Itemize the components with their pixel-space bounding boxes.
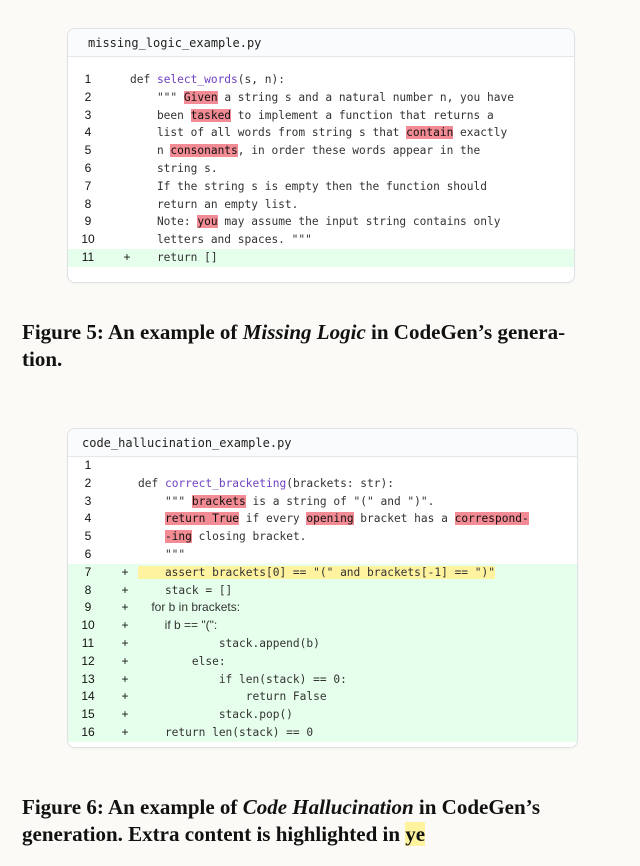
code-line (68, 160, 574, 178)
figure-6-caption (22, 794, 622, 848)
filename-label: missing_logic_example.py (88, 35, 262, 50)
code-line (68, 457, 577, 475)
code-text (138, 635, 320, 653)
line-number: 11 (81, 250, 95, 264)
code-segment: """ (138, 548, 186, 561)
line-number: 2 (84, 475, 92, 490)
code-text (130, 142, 480, 160)
function-name: select_words (156, 73, 238, 86)
code-segment: to implement a function that returns a (231, 108, 494, 122)
line-number: 1 (84, 72, 92, 86)
code-segment: """ (130, 90, 184, 104)
caption-term: Code Hallucination (242, 795, 414, 819)
function-name: correct_bracketing (164, 476, 287, 490)
diff-marker: + (121, 600, 129, 615)
diff-marker: + (121, 564, 129, 579)
code-segment: def (138, 476, 165, 490)
diff-marker: + (121, 653, 129, 668)
code-segment: (brackets: str): (286, 476, 394, 490)
code-text (138, 493, 434, 511)
code-text (138, 706, 293, 724)
added-code-line (68, 599, 577, 617)
line-number: 9 (84, 600, 92, 615)
line-number: 15 (81, 707, 95, 722)
line-number: 13 (81, 671, 95, 686)
added-code-line (68, 582, 577, 600)
caption-line2: generation. Extra content is highlighted in (22, 822, 406, 846)
filename-header (68, 29, 574, 57)
code-text (130, 160, 218, 178)
added-code-line (68, 635, 577, 653)
code-line (68, 107, 574, 125)
diff-marker: + (121, 582, 129, 597)
highlighted-token: brackets (191, 494, 246, 508)
code-segment: return an empty list. (130, 197, 299, 211)
caption-highlight: ye (405, 822, 426, 846)
caption-suffix: in CodeGen’s genera- (365, 320, 566, 344)
code-text (138, 546, 185, 564)
code-segment: return len(stack) == 0 (138, 726, 314, 739)
code-segment (138, 530, 165, 543)
code-line (68, 528, 577, 546)
code-line (68, 124, 574, 142)
code-text (130, 213, 500, 231)
code-segment: stack = [] (138, 583, 233, 597)
code-segment: def (130, 73, 157, 86)
filename-label: code_hallucination_example.py (82, 435, 292, 450)
caption-line2: tion. (22, 347, 63, 371)
code-segment: bracket has a (353, 512, 455, 526)
code-text (138, 671, 347, 689)
code-line (68, 510, 577, 528)
code-text (138, 475, 394, 493)
added-code-line (68, 724, 577, 742)
diff-marker: + (121, 707, 129, 722)
code-segment: if b == "(": (138, 618, 218, 633)
line-number: 3 (84, 107, 92, 122)
code-text (130, 89, 514, 107)
code-line (68, 71, 574, 89)
code-segment (138, 512, 165, 525)
code-segment: (s, n): (237, 73, 285, 86)
code-line (68, 493, 577, 511)
line-number: 14 (81, 689, 95, 704)
code-text (138, 724, 313, 742)
line-number: 1 (84, 458, 92, 472)
line-number: 11 (81, 636, 95, 650)
line-number: 7 (84, 564, 92, 579)
code-segment: for b in brackets: (138, 600, 241, 615)
highlighted-token: opening (306, 512, 354, 526)
highlighted-token: contain (406, 126, 454, 140)
line-number: 9 (84, 214, 92, 229)
code-line (68, 196, 574, 214)
code-segment: else: (138, 654, 226, 668)
code-text (130, 249, 218, 267)
added-code-line (68, 706, 577, 724)
code-segment: return False (138, 690, 327, 704)
code-line (68, 89, 574, 107)
code-segment: exactly (453, 126, 508, 140)
line-number: 2 (84, 89, 92, 104)
added-code-line (68, 249, 574, 267)
code-text (130, 178, 487, 196)
code-segment: return [] (130, 251, 218, 264)
code-line (68, 546, 577, 564)
code-line (68, 213, 574, 231)
filename-header (68, 429, 577, 457)
code-text (130, 231, 312, 249)
code-segment: Note: (130, 215, 198, 229)
code-text (138, 599, 240, 617)
code-segment: closing bracket. (191, 530, 307, 544)
figure-5-caption (22, 319, 622, 373)
caption-suffix: in CodeGen’s (413, 795, 541, 819)
highlighted-token: Given (183, 90, 218, 104)
highlighted-token: you (197, 215, 218, 229)
code-segment: may assume the input string contains only (217, 215, 501, 229)
code-segment: been (130, 108, 191, 122)
code-line (68, 231, 574, 249)
code-segment: if len(stack) == 0: (138, 672, 347, 686)
line-number: 5 (84, 529, 92, 544)
line-number: 6 (84, 547, 92, 561)
line-number: 6 (84, 161, 92, 175)
code-segment: stack.pop() (138, 708, 293, 722)
added-code-line (68, 653, 577, 671)
line-number: 4 (84, 125, 92, 140)
code-text (130, 196, 298, 214)
code-text (138, 564, 495, 582)
line-number: 12 (81, 653, 95, 668)
code-text (130, 71, 285, 89)
highlighted-token: tasked (190, 108, 232, 122)
code-text (130, 124, 507, 142)
line-number: 7 (84, 178, 92, 193)
diff-marker: + (123, 250, 131, 264)
code-text (138, 528, 306, 546)
diff-marker: + (121, 618, 129, 633)
code-segment: a string s and a natural number n, you have (217, 90, 514, 104)
line-number: 8 (84, 582, 92, 597)
code-segment: stack.append(b) (138, 637, 320, 650)
line-number: 10 (81, 232, 95, 247)
code-line (68, 142, 574, 160)
code-segment: is a string of "(" and ")". (245, 494, 435, 508)
code-card-missing-logic (67, 28, 575, 283)
highlighted-token: -ing (164, 530, 192, 544)
added-code-line (68, 671, 577, 689)
code-text (138, 510, 529, 528)
code-segment: letters and spaces. """ (130, 233, 312, 247)
yellow-highlighted-code: assert brackets[0] == "(" and brackets[-1] == ")" (138, 565, 495, 579)
line-number: 4 (84, 511, 92, 526)
code-segment: string s. (130, 162, 218, 175)
diff-marker: + (121, 725, 129, 739)
code-text (138, 688, 327, 706)
added-code-line (68, 564, 577, 582)
line-number: 10 (81, 618, 95, 633)
highlighted-token: consonants (170, 144, 238, 158)
caption-term: Missing Logic (242, 320, 366, 344)
highlighted-token: correspond- (454, 512, 529, 526)
line-number: 8 (84, 196, 92, 211)
code-segment: n (130, 144, 171, 158)
highlighted-token: return True (164, 512, 240, 526)
line-number: 5 (84, 143, 92, 158)
code-line (68, 475, 577, 493)
code-segment: If the string s is empty then the function should (130, 179, 487, 193)
code-segment: """ (138, 494, 192, 508)
diff-marker: + (121, 671, 129, 686)
line-number: 3 (84, 493, 92, 508)
added-code-line (68, 688, 577, 706)
caption-prefix: Figure 6: An example of (22, 795, 243, 819)
code-text (138, 582, 232, 600)
line-number: 16 (81, 725, 95, 739)
code-segment: , in order these words appear in the (237, 144, 481, 158)
caption-prefix: Figure 5: An example of (22, 320, 243, 344)
diff-marker: + (121, 636, 129, 650)
diff-marker: + (121, 689, 129, 704)
code-card-code-hallucination (67, 428, 578, 748)
code-text (138, 653, 226, 671)
code-segment: list of all words from string s that (130, 126, 407, 140)
added-code-line (68, 617, 577, 635)
code-segment: if every (239, 512, 307, 526)
code-line (68, 178, 574, 196)
code-text (130, 107, 494, 125)
code-text (138, 617, 217, 635)
